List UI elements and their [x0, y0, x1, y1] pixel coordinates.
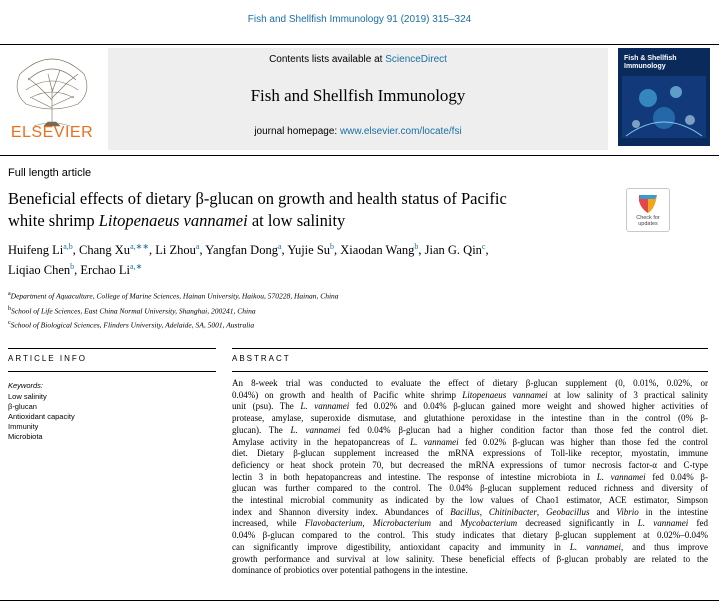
author-name[interactable]: Jian G. Qin	[424, 243, 482, 257]
abstract-text-segment: fed 0.04% β-	[645, 471, 708, 482]
affiliation-text: School of Biological Sciences, Flinders University, Adelaide, SA, 5001, Australia	[10, 320, 255, 330]
author-affiliation-marker[interactable]: c	[481, 241, 486, 251]
abstract-text-segment: ,	[536, 506, 547, 517]
abstract-line	[232, 448, 708, 460]
affiliation-text: School of Life Sciences, East China Normal University, Shanghai, 200241, China	[11, 306, 256, 315]
abstract-text-segment: index and Shannon diversity index. Abundances of	[232, 506, 451, 517]
abstract-line	[232, 518, 708, 530]
abstract-line	[232, 472, 708, 484]
abstract-line	[232, 390, 708, 402]
cover-title	[624, 55, 704, 71]
abstract-text-segment: fed 0.04% β-glucan had a higher condition factor than those fed the control diet.	[340, 424, 709, 435]
abstract-line	[232, 483, 708, 495]
abstract-line	[232, 437, 708, 449]
affiliation-text: Department of Aquaculture, College of Marine Sciences, Hainan University, Haikou, 570228, Hainan, China	[10, 291, 339, 301]
author-separator: ,	[485, 243, 489, 257]
cover-title-line1: Fish & Shellfish	[624, 55, 677, 62]
author-affiliation-marker[interactable]: a	[195, 241, 200, 251]
check-for-updates-button[interactable]	[626, 188, 670, 232]
abstract-line	[232, 554, 708, 566]
abstract-text-segment: can significantly improve digestibility, antioxidant capacity and immunity in	[232, 541, 570, 552]
abstract-italic-term: Mycobacterium	[460, 518, 518, 529]
abstract-text-segment: ,	[479, 506, 489, 517]
article-info-divider	[8, 371, 216, 372]
author-separator: ,	[72, 243, 80, 257]
author-affiliation-marker[interactable]: a,∗	[130, 261, 143, 271]
cover-title-line2: Immunology	[624, 63, 666, 70]
abstract-italic-term: Vibrio	[616, 506, 639, 517]
author-name[interactable]: Chang Xu	[79, 243, 131, 257]
abstract-text-segment: decreased significantly in	[517, 518, 638, 529]
abstract-text-segment: glucan was further compared to the control. The 0.04% β-glucan supplement reduced richness and diversity of	[232, 483, 708, 494]
abstract-text-segment: ,	[362, 518, 373, 529]
abstract-line	[232, 425, 708, 437]
abstract-text-segment: 0.04% β-glucan compared to the control. This study indicates that dietary β-glucan supplement at 0.02%–0.04%	[232, 530, 708, 541]
abstract-text-segment: glucan). The	[232, 424, 291, 435]
abstract-line	[232, 565, 708, 577]
author-affiliation-marker[interactable]: a,∗∗	[130, 241, 150, 251]
keyword-item: Antioxidant capacity	[8, 412, 75, 421]
abstract-italic-term: Chitinibacter	[488, 506, 537, 517]
article-info-rule	[8, 348, 216, 349]
abstract-italic-term: L. vannamei	[410, 436, 459, 447]
abstract-text-segment: fed	[688, 518, 709, 529]
title-line1: Beneficial effects of dietary β-glucan on growth and health status of Pacific	[8, 189, 507, 208]
abstract-line	[232, 413, 708, 425]
abstract-text-segment: at low salinity of 3 practical salinity	[547, 389, 709, 400]
publisher-name: ELSEVIER	[10, 124, 94, 141]
abstract-heading: ABSTRACT	[232, 354, 291, 363]
abstract-line	[232, 460, 708, 472]
abstract-divider	[232, 371, 708, 372]
abstract-text-segment: fed 0.02% β-glucan was higher than those fed the control	[458, 436, 709, 447]
author-separator: ,	[199, 243, 206, 257]
affiliation-item	[8, 317, 648, 332]
abstract-line	[232, 378, 708, 390]
check-updates-line1: Check for	[636, 215, 660, 221]
bottom-rule	[0, 600, 719, 601]
abstract-italic-term: Bacillus	[450, 506, 480, 517]
author-affiliation-marker[interactable]: a,b	[63, 241, 73, 251]
affiliation-key: a	[8, 291, 11, 297]
abstract-text-segment: Amylase activity in the hepatopancreas of	[232, 436, 411, 447]
affiliation-item	[8, 303, 648, 318]
check-updates-line2: updates	[638, 221, 658, 227]
abstract-text-segment: diet. Dietary β-glucan supplement increased the mRNA expressions of Toll-like receptor, myostatin, immune	[232, 448, 708, 459]
abstract-italic-term: Geobacillus	[546, 506, 590, 517]
abstract-line	[232, 530, 708, 542]
abstract-italic-term: L. vannamei	[637, 518, 689, 529]
abstract-text-segment: in the intestine	[638, 506, 709, 517]
journal-citation[interactable]: Fish and Shellfish Immunology 91 (2019) 315–324	[247, 14, 472, 25]
keywords-label: Keywords:	[8, 381, 44, 390]
abstract-line	[232, 495, 708, 507]
abstract-rule	[232, 348, 708, 349]
author-name[interactable]: Yujie Su	[287, 243, 331, 257]
abstract-italic-term: L. vannamei	[569, 541, 622, 552]
title-line2-prefix: white shrimp	[8, 211, 99, 230]
journal-title: Fish and Shellfish Immunology	[250, 86, 466, 105]
author-name[interactable]: Erchao Li	[80, 263, 131, 277]
journal-cover-image[interactable]	[618, 48, 710, 146]
author-name[interactable]: Xiaodan Wang	[340, 243, 415, 257]
author-separator: ,	[149, 243, 156, 257]
title-species: Litopenaeus vannamei	[98, 211, 248, 230]
homepage-prefix: journal homepage:	[254, 126, 340, 137]
abstract-text-segment: 0.04%) on growth and health of Pacific white shrimp	[232, 389, 463, 400]
keyword-list	[8, 392, 208, 442]
author-name[interactable]: Li Zhou	[155, 243, 196, 257]
author-affiliation-marker[interactable]: a	[277, 241, 282, 251]
abstract-text-segment: growth performance and survival at low salinity. These beneficial effects of β-glucan probably are related to the	[232, 553, 708, 564]
abstract-text-segment: the intestinal microbial community as indicated by the low values of Chao1 estimator, ACE estimator, Simpson	[232, 495, 708, 506]
article-type: Full length article	[8, 167, 92, 179]
affiliation-key: c	[8, 320, 11, 326]
abstract-italic-term: L. vannamei	[290, 424, 341, 435]
abstract-body	[232, 378, 708, 577]
journal-homepage-link[interactable]: www.elsevier.com/locate/fsi	[339, 126, 462, 137]
keyword-item: β-glucan	[8, 402, 37, 411]
abstract-line	[232, 542, 708, 554]
abstract-text-segment: lectin 3 in both hepatopancreas and intestine. The response of intestine microbiota in	[232, 471, 597, 482]
author-name[interactable]: Liqiao Chen	[8, 263, 71, 277]
abstract-text-segment: and	[589, 506, 617, 517]
abstract-text-segment: dominance of probiotics over potential pathogens in the intestine.	[232, 565, 468, 576]
abstract-italic-term: Litopenaeus vannamei	[462, 389, 548, 400]
title-line2-suffix: at low salinity	[247, 211, 346, 230]
abstract-italic-term: L. vannamei	[300, 401, 350, 412]
author-affiliation-marker[interactable]: b	[414, 241, 419, 251]
author-separator: ,	[281, 243, 288, 257]
contents-prefix: Contents lists available at	[269, 54, 386, 65]
author-name[interactable]: Yangfan Dong	[205, 243, 278, 257]
keyword-item: Microbiota	[8, 432, 43, 441]
paper-title	[8, 188, 618, 232]
check-updates-text	[627, 215, 669, 227]
abstract-italic-term: L. vannamei	[596, 471, 646, 482]
abstract-text-segment: , and thus improve	[621, 541, 708, 552]
abstract-text-segment: unit (psu). The	[232, 401, 301, 412]
author-list	[8, 240, 628, 280]
contents-available-line	[108, 54, 608, 65]
abstract-italic-term: Microbacterium	[372, 518, 432, 529]
crossmark-icon	[627, 191, 669, 217]
journal-homepage-line	[108, 126, 608, 137]
author-affiliation-marker[interactable]: b	[330, 241, 335, 251]
author-separator: ,	[74, 263, 81, 277]
abstract-line	[232, 507, 708, 519]
author-separator: ,	[418, 243, 425, 257]
abstract-text-segment: An 8-week trial was conducted to evaluate the effect of dietary β-glucan supplement (0, 0.01%, 0.02%, or	[232, 378, 708, 388]
affiliation-item	[8, 288, 648, 303]
abstract-text-segment: fed 0.02% and 0.04% β-glucan gained more weight and showed higher activities of	[349, 401, 708, 412]
affiliation-list	[8, 288, 648, 332]
author-name[interactable]: Huifeng Li	[8, 243, 64, 257]
author-affiliation-marker[interactable]: b	[70, 261, 75, 271]
sciencedirect-link[interactable]: ScienceDirect	[385, 54, 447, 65]
author-separator: ,	[334, 243, 341, 257]
abstract-italic-term: Flavobacterium	[304, 518, 363, 529]
abstract-text-segment: protease, amylase, superoxide dismutase, and glutathione peroxidase in the intestine than in the control (0% β-	[232, 413, 708, 424]
abstract-line	[232, 401, 708, 413]
keyword-item: Immunity	[8, 422, 39, 431]
keyword-item: Low salinity	[8, 392, 47, 401]
abstract-text-segment: deficiency or heat shock protein 70, but decreased the mRNA expressions of tumor necrosis factor-α and C-type	[232, 459, 708, 470]
abstract-text-segment: and	[431, 518, 461, 529]
article-info-heading: ARTICLE INFO	[8, 354, 87, 363]
abstract-text-segment: increased, while	[232, 518, 305, 529]
affiliation-key: b	[8, 305, 11, 312]
